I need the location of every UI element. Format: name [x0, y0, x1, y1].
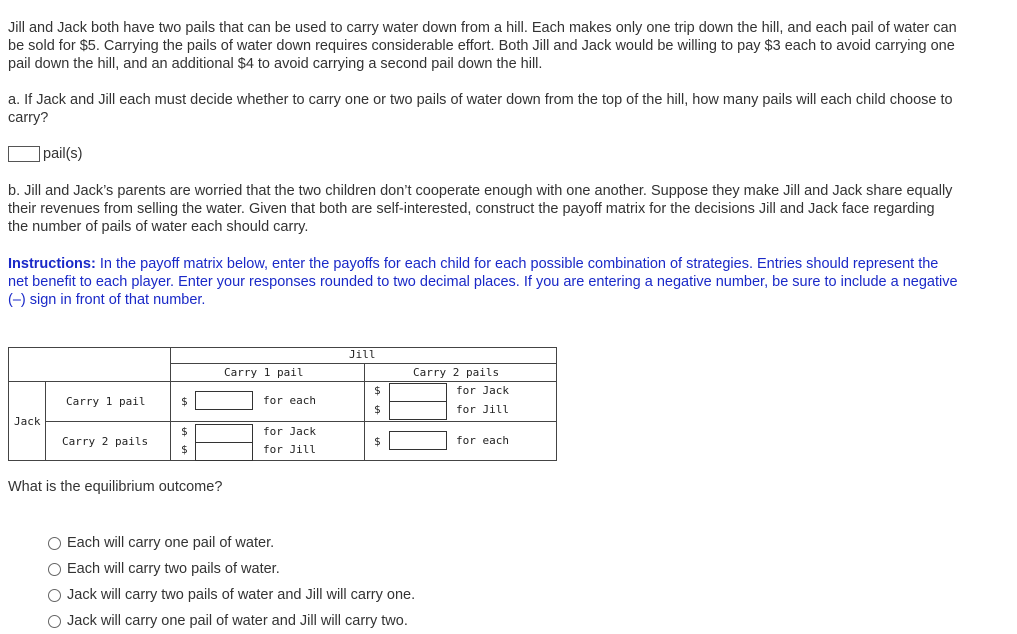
option-jack-two-jill-one[interactable]	[48, 582, 415, 608]
payoff-r2c2-each-input[interactable]	[389, 431, 447, 450]
instructions-label: Instructions:	[8, 256, 96, 272]
option-label: Each will carry two pails of water.	[67, 561, 280, 577]
payoff-r2c1-jack-input[interactable]	[195, 424, 253, 443]
row1-header: Carry 1 pail	[66, 395, 146, 408]
pails-unit: pail(s)	[43, 146, 83, 162]
option-label: Jack will carry one pail of water and Jill will carry two.	[67, 613, 408, 629]
for-jill-label: for Jill	[263, 443, 316, 456]
dollar-sign: $	[181, 395, 188, 408]
row-player-label: Jack	[14, 415, 41, 428]
radio-button[interactable]	[48, 537, 61, 550]
dollar-sign: $	[374, 403, 381, 416]
payoff-r2c1-jill-input[interactable]	[195, 442, 253, 461]
pails-input[interactable]	[8, 146, 40, 162]
col-player-label: Jill	[349, 348, 376, 361]
part-a-question: a. If Jack and Jill each must decide whether to carry one or two pails of water down from the top of the hill, how many pails will each child choose to carry?	[8, 92, 953, 127]
for-each-label: for each	[456, 434, 509, 447]
option-label: Each will carry one pail of water.	[67, 535, 275, 551]
radio-button[interactable]	[48, 615, 61, 628]
for-jack-label: for Jack	[456, 384, 509, 397]
row2-header: Carry 2 pails	[62, 435, 149, 448]
dollar-sign: $	[181, 425, 188, 438]
part-a-answer	[8, 146, 82, 162]
for-jack-label: for Jack	[263, 425, 316, 438]
col2-header: Carry 2 pails	[413, 366, 500, 379]
equilibrium-question: What is the equilibrium outcome?	[8, 479, 223, 495]
payoff-r1c2-jack-input[interactable]	[389, 383, 447, 402]
radio-button[interactable]	[48, 589, 61, 602]
equilibrium-options	[48, 530, 415, 634]
option-each-one-pail[interactable]	[48, 530, 415, 556]
radio-button[interactable]	[48, 563, 61, 576]
part-b-question: b. Jill and Jack’s parents are worried that the two children don’t cooperate enough with one another. Suppose they make Jill and Jack share equally their revenues from selling the water. Given that both are self-interested, construct the payoff matrix for the decisions Jill and Jack face regarding the number of pails of water each should carry.	[8, 183, 953, 236]
for-jill-label: for Jill	[456, 403, 509, 416]
instructions	[8, 255, 958, 310]
option-each-two-pails[interactable]	[48, 556, 415, 582]
dollar-sign: $	[374, 435, 381, 448]
dollar-sign: $	[181, 443, 188, 456]
intro-text: Jill and Jack both have two pails that can be used to carry water down from a hill. Each makes only one trip down the hill, and each pail of water can be sold for $5. Carrying the pails of water down requires considerable effort. Both Jill and Jack would be willing to pay $3 each to avoid carrying one pail down the hill, and an additional $4 to avoid carrying a second pail down the hill.	[8, 20, 957, 73]
option-jack-one-jill-two[interactable]	[48, 608, 415, 634]
payoff-r1c2-jill-input[interactable]	[389, 401, 447, 420]
payoff-r1c1-each-input[interactable]	[195, 391, 253, 410]
instructions-text: In the payoff matrix below, enter the payoffs for each child for each possible combination of strategies. Entries should represent the net benefit to each player. Enter your responses rounded to two decimal places. If you are entering a negative number, be sure to include a negative (–) sign in front of that number.	[8, 256, 958, 309]
option-label: Jack will carry two pails of water and Jill will carry one.	[67, 587, 416, 603]
col1-header: Carry 1 pail	[224, 366, 304, 379]
for-each-label: for each	[263, 394, 316, 407]
dollar-sign: $	[374, 384, 381, 397]
payoff-matrix	[8, 347, 557, 461]
